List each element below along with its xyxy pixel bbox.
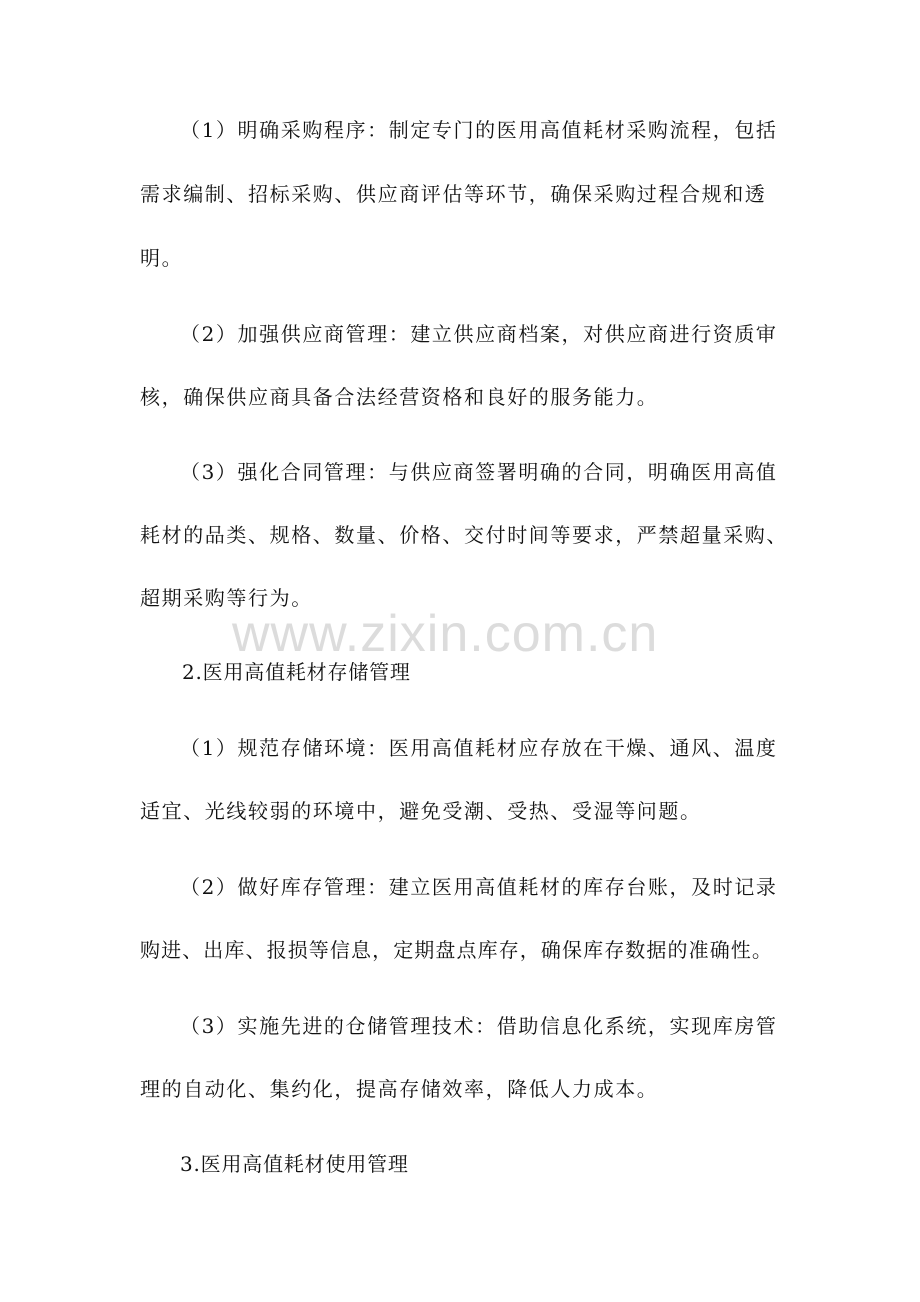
paragraph-1-line-3: 明。 xyxy=(140,246,184,270)
paragraph-4-line-2: 适宜、光线较弱的环境中，避免受潮、受热、受湿等问题。 xyxy=(140,799,702,823)
paragraph-1-line-1: （1）明确采购程序：制定专门的医用高值耗材采购流程，包括 xyxy=(180,118,778,142)
paragraph-4-line-1: （1）规范存储环境：医用高值耗材应存放在干燥、通风、温度 xyxy=(180,736,778,760)
paragraph-6-line-1: （3）实施先进的仓储管理技术：借助信息化系统，实现库房管 xyxy=(180,1014,778,1038)
watermark: www.zixin.com.cn xyxy=(232,605,659,663)
paragraph-6-line-2: 理的自动化、集约化，提高存储效率，降低人力成本。 xyxy=(140,1077,659,1101)
paragraph-1-line-2: 需求编制、招标采购、供应商评估等环节，确保采购过程合规和透 xyxy=(140,182,767,206)
paragraph-3-line-1: （3）强化合同管理：与供应商签署明确的合同，明确医用高值 xyxy=(180,460,778,484)
paragraph-5-line-1: （2）做好库存管理：建立医用高值耗材的库存台账，及时记录 xyxy=(180,875,778,899)
paragraph-3-line-3: 超期采购等行为。 xyxy=(140,586,313,610)
paragraph-5-line-2: 购进、出库、报损等信息，定期盘点库存，确保库存数据的准确性。 xyxy=(140,938,773,962)
section-heading-3: 3.医用高值耗材使用管理 xyxy=(180,1152,409,1176)
section-heading-2: 2.医用高值耗材存储管理 xyxy=(182,660,411,684)
paragraph-2-line-1: （2）加强供应商管理：建立供应商档案，对供应商进行资质审 xyxy=(180,322,778,346)
paragraph-2-line-2: 核，确保供应商具备合法经营资格和良好的服务能力。 xyxy=(140,385,659,409)
paragraph-3-line-2: 耗材的品类、规格、数量、价格、交付时间等要求，严禁超量采购、 xyxy=(140,523,788,547)
